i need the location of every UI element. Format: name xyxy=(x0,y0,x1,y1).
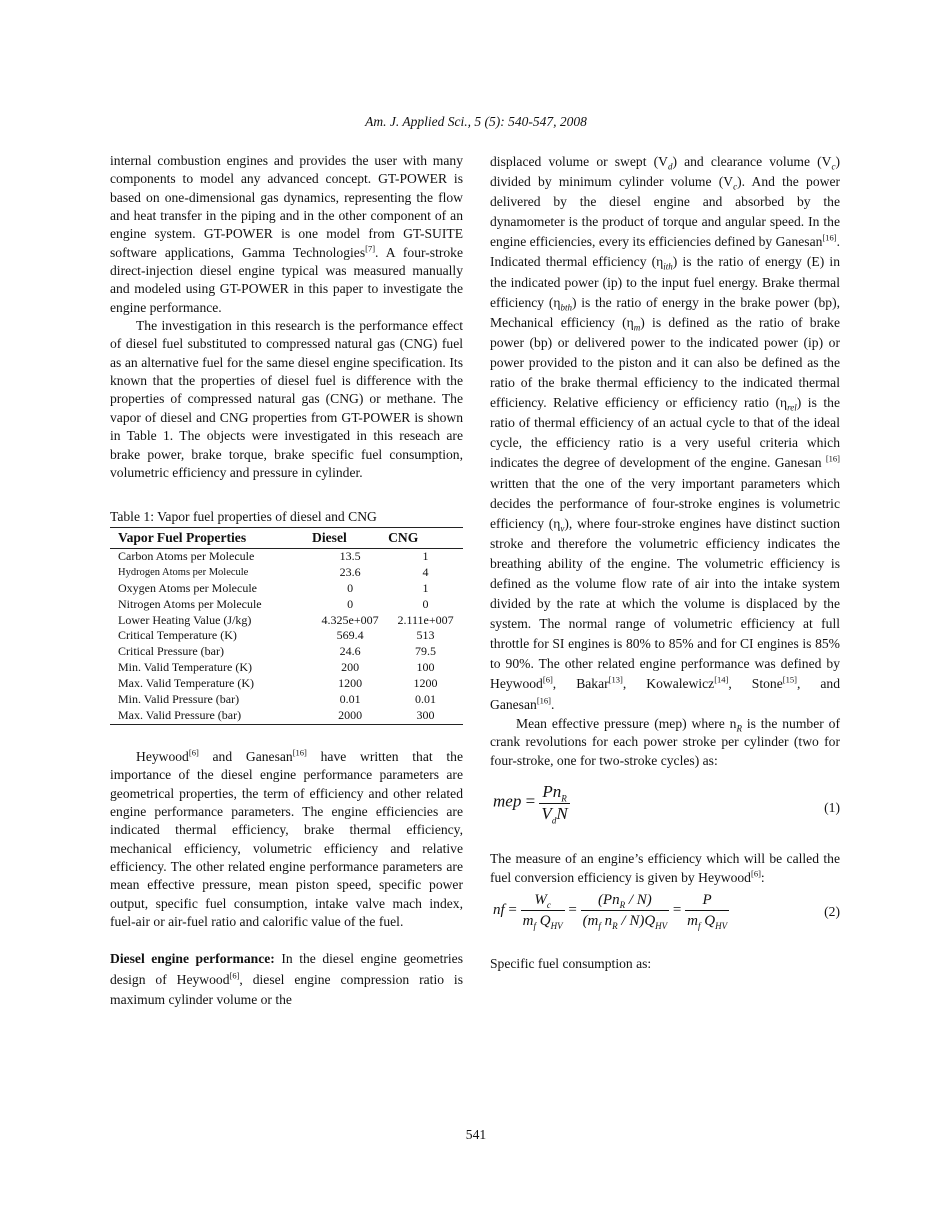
table-cell: 0 xyxy=(422,596,429,611)
table-header-cell: CNG xyxy=(388,527,463,548)
page-number: 541 xyxy=(465,1127,487,1142)
table-cell: 24.6 xyxy=(339,644,361,659)
table-row xyxy=(110,565,463,581)
table-cell: Hydrogen Atoms per Molecule xyxy=(118,566,249,578)
table-cell: Oxygen Atoms per Molecule xyxy=(118,580,257,595)
table-cell: Min. Valid Temperature (K) xyxy=(118,660,253,675)
table-cell: 1 xyxy=(422,580,429,595)
paragraph: Diesel engine performance: In the diesel engine geometries design of Heywood[6], diesel engine compression ratio is maximum cylinder volume or the xyxy=(110,951,464,1008)
table-cell: 569.4 xyxy=(336,628,364,643)
table-cell: 1200 xyxy=(413,676,438,691)
paragraph: internal combustion engines and provides the user with many components to model any advanced concept. GT-POWER is based on one-dimensional gas dynamics, representing the flow and heat transfer in the piping and in the other component of an engine system. GT-POWER is one model from GT-SUITE software applications, Gamma Technologies[7]. A four-stroke direct-injection diesel engine typical was measured manually and modeled using GT-POWER in this paper to investigate the engine performance. xyxy=(110,153,463,315)
table-row xyxy=(110,628,463,644)
table-cell: 79.5 xyxy=(415,644,437,659)
section-heading: Diesel engine performance: xyxy=(110,951,275,967)
table-row xyxy=(110,692,463,708)
table-cell: Lower Heating Value (J/kg) xyxy=(118,612,252,627)
table-cell: Nitrogen Atoms per Molecule xyxy=(118,596,262,611)
paragraph: displaced volume or swept $(V_d)$ and clearance volume $(V_c)$ divided by minimum cylinder volume $(V_c)$. And the power delivered by the diesel engine and absorbed by the dynamometer is the product of torque and angular speed. In the engine efficiencies, every its efficiencies defined by Ganesan[16]. Indicated thermal efficiency $(\eta_{ith})$ is the ratio of energy (E) in the indicated power (ip) to the input fuel energy. Brake thermal efficiency $(\eta_{bth})$ is the ratio of energy in the brake power (bp), Mechanical efficiency $(\eta_m)$ is defined as the ratio of brake power (bp) or delivered power to the indicated power (ip) or power provided to the piston and it can also be defined as the ratio of the brake thermal efficiency to the indicated thermal efficiency. Relative efficiency or efficiency ratio $(\eta_{rel})$ is the ratio of thermal efficiency of an actual cycle to that of the ideal cycle, the efficiency ratio is a very useful criteria which indicates the degree of development of the engine. Ganesan [16] written that the one of the very important parameters which decides the performance of four-stroke engines is volumetric efficiency $(\eta_v)$, where four-stroke engines have distinct suction stroke and therefore the volumetric efficiency indicates the breathing ability of the engine. The volumetric efficiency is defined as the volume flow rate of air into the intake system divided by the rate at which the volume is displaced by the system. The normal range of volumetric efficiency at full throttle for SI engines is 80% to 85% and for CI engines is 85% to 90%. The other related engine performance was defined by Heywood[6], Bakar[13], Kowalewicz[14], Stone[15], and Ganesan[16]. xyxy=(490,154,841,712)
table-caption: Table 1: Vapor fuel properties of diesel and CNG xyxy=(110,509,377,525)
table-cell: 2000 xyxy=(312,708,388,724)
table-row xyxy=(110,613,463,629)
table-cell: Min. Valid Pressure (bar) xyxy=(118,692,240,707)
table-cell: 200 xyxy=(341,660,360,675)
table-cell: 13.5 xyxy=(339,548,361,563)
paragraph: Specific fuel consumption as: xyxy=(490,955,652,971)
paragraph: The measure of an engine’s efficiency which will be called the fuel conversion efficiency is given by Heywood[6]: xyxy=(490,851,840,885)
table-cell: Max. Valid Temperature (K) xyxy=(118,676,255,691)
table-row xyxy=(110,660,463,676)
table-cell: Max. Valid Pressure (bar) xyxy=(110,708,312,724)
table-row xyxy=(110,597,463,613)
paragraph: Mean effective pressure (mep) where $n_R$ is the number of crank revolutions for each power stroke per cylinder (two for four-stroke, one for two-stroke cycles) as: xyxy=(490,715,840,768)
table-cell: 2.111e+007 xyxy=(397,612,454,627)
table-row xyxy=(110,708,463,724)
running-header: Am. J. Applied Sci., 5 (5): 540-547, 2008 xyxy=(365,114,587,129)
paragraph: The investigation in this research is the performance effect of diesel fuel substituted to compressed natural gas (CNG) fuel as an alternative fuel for the same diesel engine specification. Its known that the properties of diesel fuel is difference with the properties of compressed natural gas (CNG) or methane. The vapor of diesel and CNG properties from GT-POWER is shown in Table 1. The objects were investigated in this reseach are brake power, brake torque, brake specific fuel consumption, volumetric efficiency and pressure in cylinder. xyxy=(110,318,463,480)
table-cell: 1200 xyxy=(338,676,363,691)
fuel-properties-table xyxy=(110,527,463,725)
table-header-cell: Diesel xyxy=(312,527,388,548)
table-cell: 4 xyxy=(422,564,429,579)
table-cell: 0.01 xyxy=(339,692,361,707)
paragraph: Heywood[6] and Ganesan[16] have written that the importance of the diesel engine performance parameters are geometrical properties, the term of efficiency and other related engine performance parameters. The engine efficiencies are indicated thermal efficiency, brake thermal efficiency, mechanical efficiency, volumetric efficiency and relative efficiency. The other related engine performance parameters are mean effective pressure, mean piston speed, specific power output, specific fuel consumption, intake valve mach index, fuel-air or air-fuel ratio and calorific value of the fuel. xyxy=(110,747,463,929)
table-cell: 1 xyxy=(422,548,429,563)
table-cell: 23.6 xyxy=(339,564,361,579)
table-cell: Critical Pressure (bar) xyxy=(118,644,224,659)
right-column xyxy=(490,152,840,974)
table-row xyxy=(110,548,463,564)
table-cell: Carbon Atoms per Molecule xyxy=(118,548,255,563)
table-cell: 4.325e+007 xyxy=(321,612,379,627)
left-column xyxy=(110,152,463,1011)
equation-2: nf = $\frac{W_c}{m_f Q_{HV}}$ = $\frac{(Pn_R / N)}{(m_f n_R / N)Q_{HV}}$ = $\frac{P}{m_f Q_{HV}}$ (2) xyxy=(493,891,840,931)
table-header-cell: Vapor Fuel Properties xyxy=(110,527,312,548)
table-row xyxy=(110,581,463,597)
table-cell: 513 xyxy=(416,628,435,643)
table-cell: Critical Temperature (K) xyxy=(118,628,237,643)
table-row xyxy=(110,644,463,660)
table-row xyxy=(110,676,463,692)
table-cell: 0 xyxy=(347,596,354,611)
table-cell: 100 xyxy=(416,660,435,675)
table-cell: 300 xyxy=(388,708,463,724)
table-cell: 0 xyxy=(347,580,354,595)
table-cell: 0.01 xyxy=(415,692,437,707)
equation-1: mep = $\frac{Pn_R}{V_dN}$ (1) xyxy=(493,782,840,825)
